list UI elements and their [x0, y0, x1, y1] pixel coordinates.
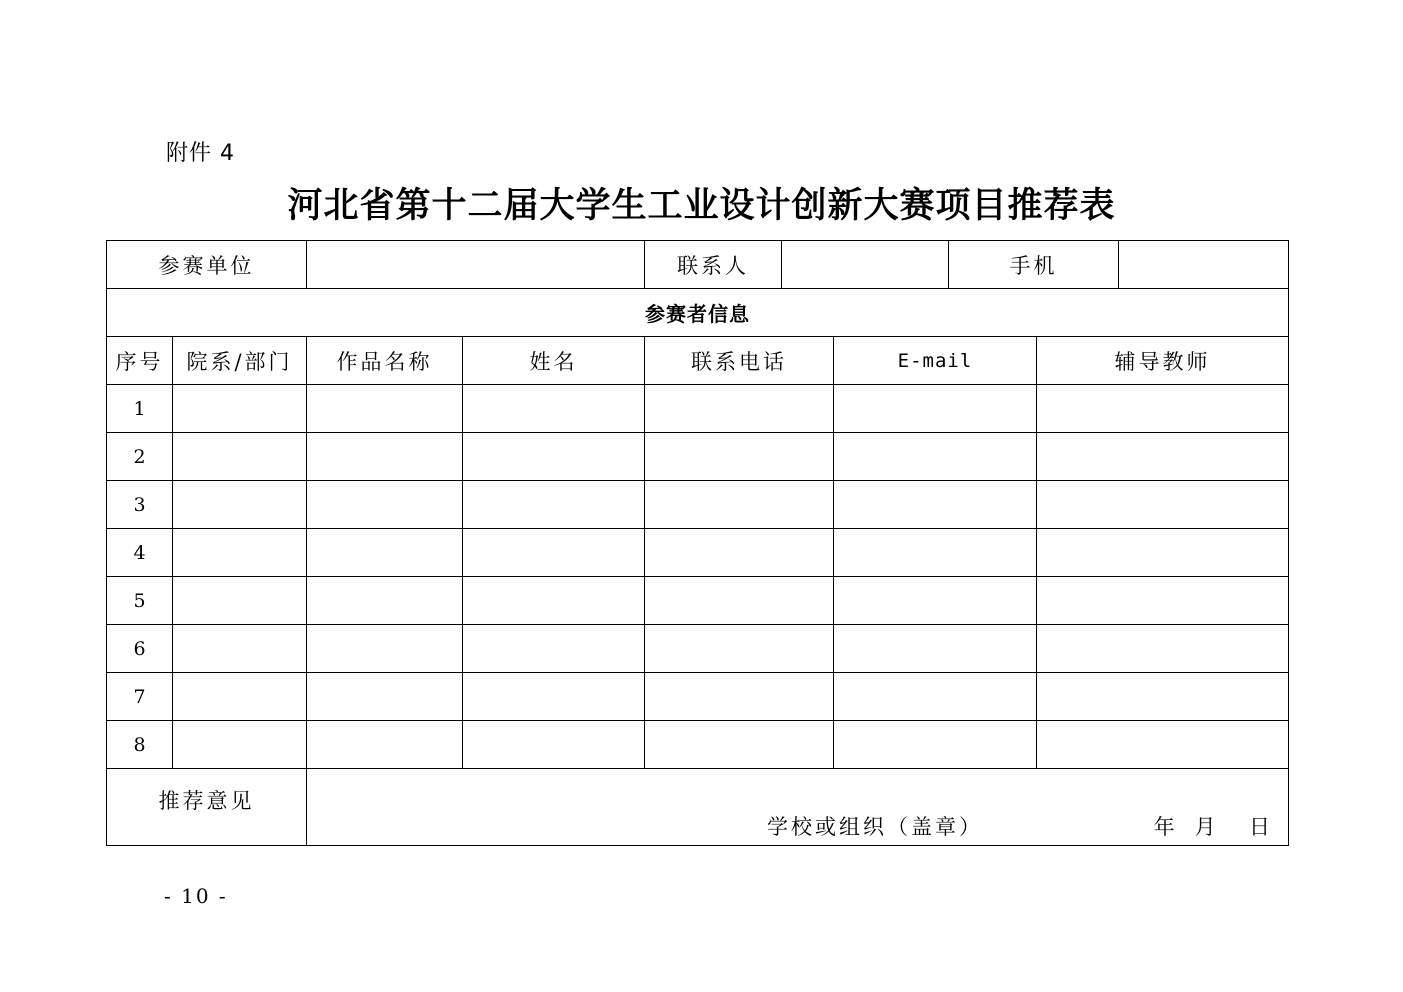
row-index: 3	[107, 481, 173, 529]
recommendation-field[interactable]	[307, 769, 1289, 846]
advisor-cell[interactable]	[1037, 673, 1289, 721]
row-index: 4	[107, 529, 173, 577]
unit-label: 参赛单位	[107, 241, 307, 289]
table-row	[107, 385, 1289, 433]
row-index: 2	[107, 433, 173, 481]
name-cell[interactable]	[463, 577, 645, 625]
phone-cell[interactable]	[645, 577, 834, 625]
department-cell[interactable]	[173, 385, 307, 433]
email-cell[interactable]	[834, 385, 1037, 433]
work-name-cell[interactable]	[307, 385, 463, 433]
row-index: 8	[107, 721, 173, 769]
work-name-cell[interactable]	[307, 433, 463, 481]
col-header-work-name: 作品名称	[307, 337, 463, 385]
recommendation-form	[106, 240, 1289, 846]
work-name-cell[interactable]	[307, 721, 463, 769]
page-number: - 10 -	[164, 884, 228, 908]
table-row	[107, 433, 1289, 481]
email-cell[interactable]	[834, 721, 1037, 769]
signature-label: 学校或组织（盖章）	[767, 815, 983, 839]
col-header-email: E-mail	[834, 337, 1037, 385]
attachment-label: 附件 4	[166, 141, 235, 166]
department-cell[interactable]	[173, 673, 307, 721]
advisor-cell[interactable]	[1037, 385, 1289, 433]
col-header-phone: 联系电话	[645, 337, 834, 385]
name-cell[interactable]	[463, 529, 645, 577]
table-row	[107, 625, 1289, 673]
department-cell[interactable]	[173, 529, 307, 577]
table-row	[107, 673, 1289, 721]
phone-label: 手机	[949, 241, 1119, 289]
day-label: 日	[1249, 815, 1270, 839]
work-name-cell[interactable]	[307, 625, 463, 673]
email-cell[interactable]	[834, 529, 1037, 577]
work-name-cell[interactable]	[307, 673, 463, 721]
name-cell[interactable]	[463, 625, 645, 673]
email-cell[interactable]	[834, 433, 1037, 481]
phone-cell[interactable]	[645, 385, 834, 433]
phone-cell[interactable]	[645, 625, 834, 673]
table-row	[107, 721, 1289, 769]
phone-field[interactable]	[1119, 241, 1289, 289]
work-name-cell[interactable]	[307, 481, 463, 529]
form-title: 河北省第十二届大学生工业设计创新大赛项目推荐表	[287, 185, 1116, 226]
row-index: 1	[107, 385, 173, 433]
department-cell[interactable]	[173, 577, 307, 625]
phone-cell[interactable]	[645, 529, 834, 577]
phone-cell[interactable]	[645, 721, 834, 769]
year-label: 年	[1153, 815, 1175, 839]
row-index: 5	[107, 577, 173, 625]
work-name-cell[interactable]	[307, 577, 463, 625]
col-header-advisor: 辅导教师	[1037, 337, 1289, 385]
name-cell[interactable]	[463, 481, 645, 529]
col-header-name: 姓名	[463, 337, 645, 385]
table-row	[107, 529, 1289, 577]
advisor-cell[interactable]	[1037, 721, 1289, 769]
recommendation-row	[107, 769, 1289, 846]
name-cell[interactable]	[463, 433, 645, 481]
unit-field[interactable]	[307, 241, 645, 289]
phone-cell[interactable]	[645, 433, 834, 481]
email-cell[interactable]	[834, 673, 1037, 721]
email-cell[interactable]	[834, 481, 1037, 529]
department-cell[interactable]	[173, 721, 307, 769]
name-cell[interactable]	[463, 721, 645, 769]
advisor-cell[interactable]	[1037, 433, 1289, 481]
name-cell[interactable]	[463, 385, 645, 433]
email-cell[interactable]	[834, 577, 1037, 625]
advisor-cell[interactable]	[1037, 577, 1289, 625]
table-row	[107, 577, 1289, 625]
header-row	[107, 241, 1289, 289]
row-index: 7	[107, 673, 173, 721]
email-cell[interactable]	[834, 625, 1037, 673]
advisor-cell[interactable]	[1037, 529, 1289, 577]
work-name-cell[interactable]	[307, 529, 463, 577]
col-header-department: 院系/部门	[173, 337, 307, 385]
phone-cell[interactable]	[645, 673, 834, 721]
contact-field[interactable]	[782, 241, 949, 289]
name-cell[interactable]	[463, 673, 645, 721]
advisor-cell[interactable]	[1037, 625, 1289, 673]
col-header-index: 序号	[107, 337, 173, 385]
section-row	[107, 289, 1289, 337]
date-label	[1154, 811, 1270, 841]
recommendation-label: 推荐意见	[107, 769, 307, 846]
month-label: 月	[1194, 815, 1216, 839]
department-cell[interactable]	[173, 625, 307, 673]
phone-cell[interactable]	[645, 481, 834, 529]
advisor-cell[interactable]	[1037, 481, 1289, 529]
department-cell[interactable]	[173, 481, 307, 529]
table-row	[107, 481, 1289, 529]
department-cell[interactable]	[173, 433, 307, 481]
row-index: 6	[107, 625, 173, 673]
column-header-row	[107, 337, 1289, 385]
contact-label: 联系人	[645, 241, 782, 289]
section-title: 参赛者信息	[107, 289, 1289, 337]
